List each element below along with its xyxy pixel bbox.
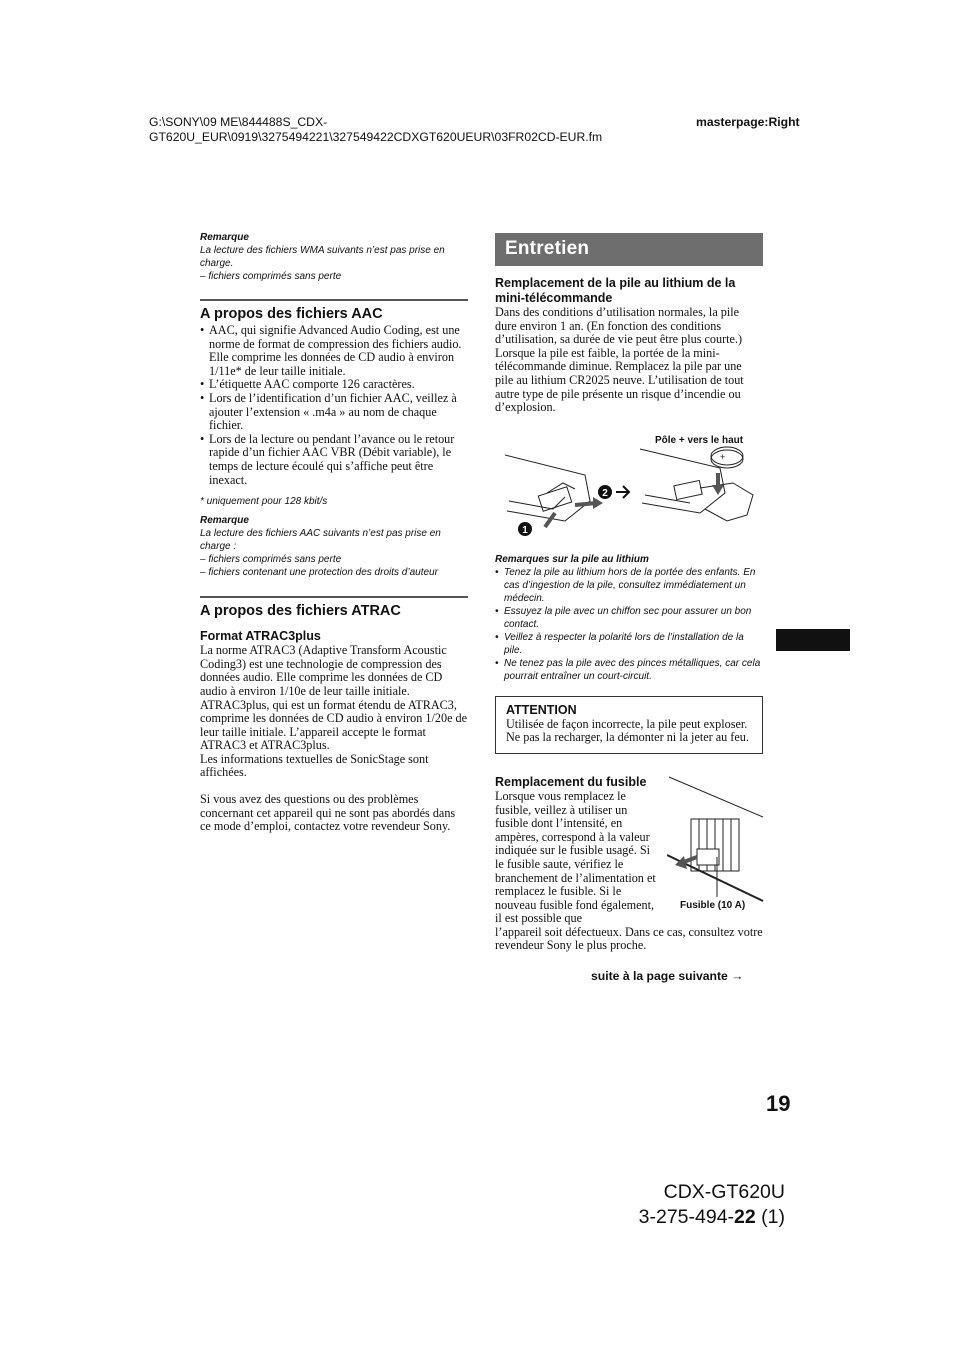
aac-note-title: Remarque <box>200 515 249 527</box>
list-item: • Ne tenez pas la pile avec des pinces métalliques, car cela pourrait entraîner un court-circuit. <box>495 657 763 683</box>
aac-footnote: * uniquement pour 128 kbit/s <box>200 496 328 508</box>
battery-figure-label: Pôle + vers le haut <box>655 434 744 446</box>
list-item: • Lors de la lecture ou pendant l’avance ou le retour rapide d’un fichier AAC VBR (Débit variable), le temps de lecture écoulé qui s’affiche peut être inexact. <box>200 433 468 487</box>
contact-paragraph: Si vous avez des questions ou des problèmes concernant cet appareil qui ne sont pas abordés dans ce mode d’emploi, contactez votre revendeur Sony. <box>200 792 456 834</box>
left-column <box>200 231 468 834</box>
battery-figure <box>495 423 763 553</box>
continue-next-page: suite à la page suivante → <box>591 969 744 984</box>
attention-box <box>495 696 763 754</box>
atrac-paragraph: La norme ATRAC3 (Adaptive Transform Acoustic Coding3) est une technologie de compression des données audio. Elle comprime les données de CD audio à environ 1/10e de leur taille initiale. <box>200 643 447 698</box>
list-item: • Veillez à respecter la polarité lors de l’installation de la pile. <box>495 631 763 657</box>
wma-note-item: – fichiers comprimés sans perte <box>200 271 342 282</box>
file-path-line-1: G:\SONY\09 ME\844488S_CDX- <box>149 115 328 129</box>
step-2-number: 2 <box>602 487 608 499</box>
atrac-paragraph: ATRAC3plus, qui est un format étendu de ATRAC3, comprime les données de CD audio à environ 1/20e de leur taille initiale. L’appareil accepte le format ATRAC3 et ATRAC3plus. <box>200 697 468 753</box>
step-arrow-icon <box>616 486 629 498</box>
list-item: • L’étiquette AAC comporte 126 caractères. <box>200 378 468 392</box>
fuse-section <box>495 775 763 953</box>
battery-replacement-illustration <box>495 423 763 553</box>
file-path-header <box>149 115 602 145</box>
battery-notes-list <box>495 566 763 683</box>
aac-note-line: – fichiers contenant une protection des droits d’auteur <box>200 567 438 579</box>
atrac-subtitle: Format ATRAC3plus <box>200 629 321 644</box>
wma-note-text: La lecture des fichiers WMA suivants n’est pas prise en charge. <box>200 245 445 269</box>
entretien-section-header: Entretien <box>495 233 763 266</box>
aac-section-title: A propos des fichiers AAC <box>200 299 468 323</box>
list-item: • AAC, qui signifie Advanced Audio Coding, est une norme de format de compression des fichiers audio. Elle comprime les données de CD audio à environ 1/11e* de leur taille initiale. <box>200 324 468 378</box>
battery-section-title: Remplacement de la pile au lithium de la mini-télécommande <box>495 276 736 305</box>
atrac-section-title: A propos des fichiers ATRAC <box>200 596 468 620</box>
list-item: • Essuyez la pile avec un chiffon sec pour assurer un bon contact. <box>495 605 763 631</box>
wma-note <box>200 231 468 283</box>
model-code-prefix: 3-275-494- <box>638 1206 735 1228</box>
fuse-figure-label: Fusible (10 A) <box>680 899 746 911</box>
svg-text:+: + <box>720 451 726 462</box>
file-path-line-2: GT620U_EUR\0919\3275494221\327549422CDXGT620UEUR\03FR02CD-EUR.fm <box>149 130 603 144</box>
aac-note-line: La lecture des fichiers AAC suivants n’est pas prise en charge : <box>200 528 441 553</box>
model-code-suffix: (1) <box>755 1206 785 1228</box>
aac-note-line: – fichiers comprimés sans perte <box>200 554 342 566</box>
masterpage-label: masterpage:Right <box>696 115 800 129</box>
model-name: CDX-GT620U <box>663 1181 785 1203</box>
fuse-section-title: Remplacement du fusible <box>495 774 647 789</box>
list-item: • Tenez la pile au lithium hors de la portée des enfants. En cas d’ingestion de la pile, consultez immédiatement un médecin. <box>495 566 763 605</box>
model-code <box>620 1205 785 1230</box>
model-code-bold: 22 <box>734 1206 756 1228</box>
model-block <box>620 1180 785 1230</box>
attention-text: Utilisée de façon incorrecte, la pile peut exploser. Ne pas la recharger, la démonter ni la jeter au feu. <box>506 716 749 745</box>
battery-paragraph: Lorsque la pile est faible, la portée de la mini-télécommande diminue. Remplacez la pile par une pile au lithium CR2025 neuve. L’utilisation de tout autre type de pile présente un risque d’incendie ou d’explosion. <box>495 345 744 415</box>
list-item: • Lors de l’identification d’un fichier AAC, veillez à ajouter l’extension « .m4a » au nom de chaque fichier. <box>200 392 468 433</box>
battery-notes-title: Remarques sur la pile au lithium <box>495 553 649 565</box>
aac-bullet-list <box>200 324 468 487</box>
step-1-number: 1 <box>522 524 528 536</box>
chapter-tab-marker <box>776 629 850 651</box>
right-column <box>495 233 763 983</box>
fuse-illustration <box>667 775 767 915</box>
attention-title: ATTENTION <box>506 702 577 717</box>
fuse-paragraph-narrow: Lorsque vous remplacez le fusible, veillez à utiliser un fusible dont l’intensité, en ampères, correspond à la valeur indiquée sur le fusible usagé. Si le fusible saute, vérifiez le branchement de l’alimentation et remplacez le fusible. Si le nouveau fusible fond également, il est possible que <box>495 788 656 926</box>
wma-note-title: Remarque <box>200 232 249 243</box>
fuse-paragraph-wide: l’appareil soit défectueux. Dans ce cas, consultez votre revendeur Sony le plus proche. <box>495 924 763 953</box>
battery-paragraph: Dans des conditions d’utilisation normales, la pile dure environ 1 an. (En fonction des conditions d’utilisation, sa durée de vie peut être plus courte.) <box>495 305 743 347</box>
page-number: 19 <box>766 1091 791 1116</box>
atrac-paragraph: Les informations textuelles de SonicStage sont affichées. <box>200 751 429 780</box>
